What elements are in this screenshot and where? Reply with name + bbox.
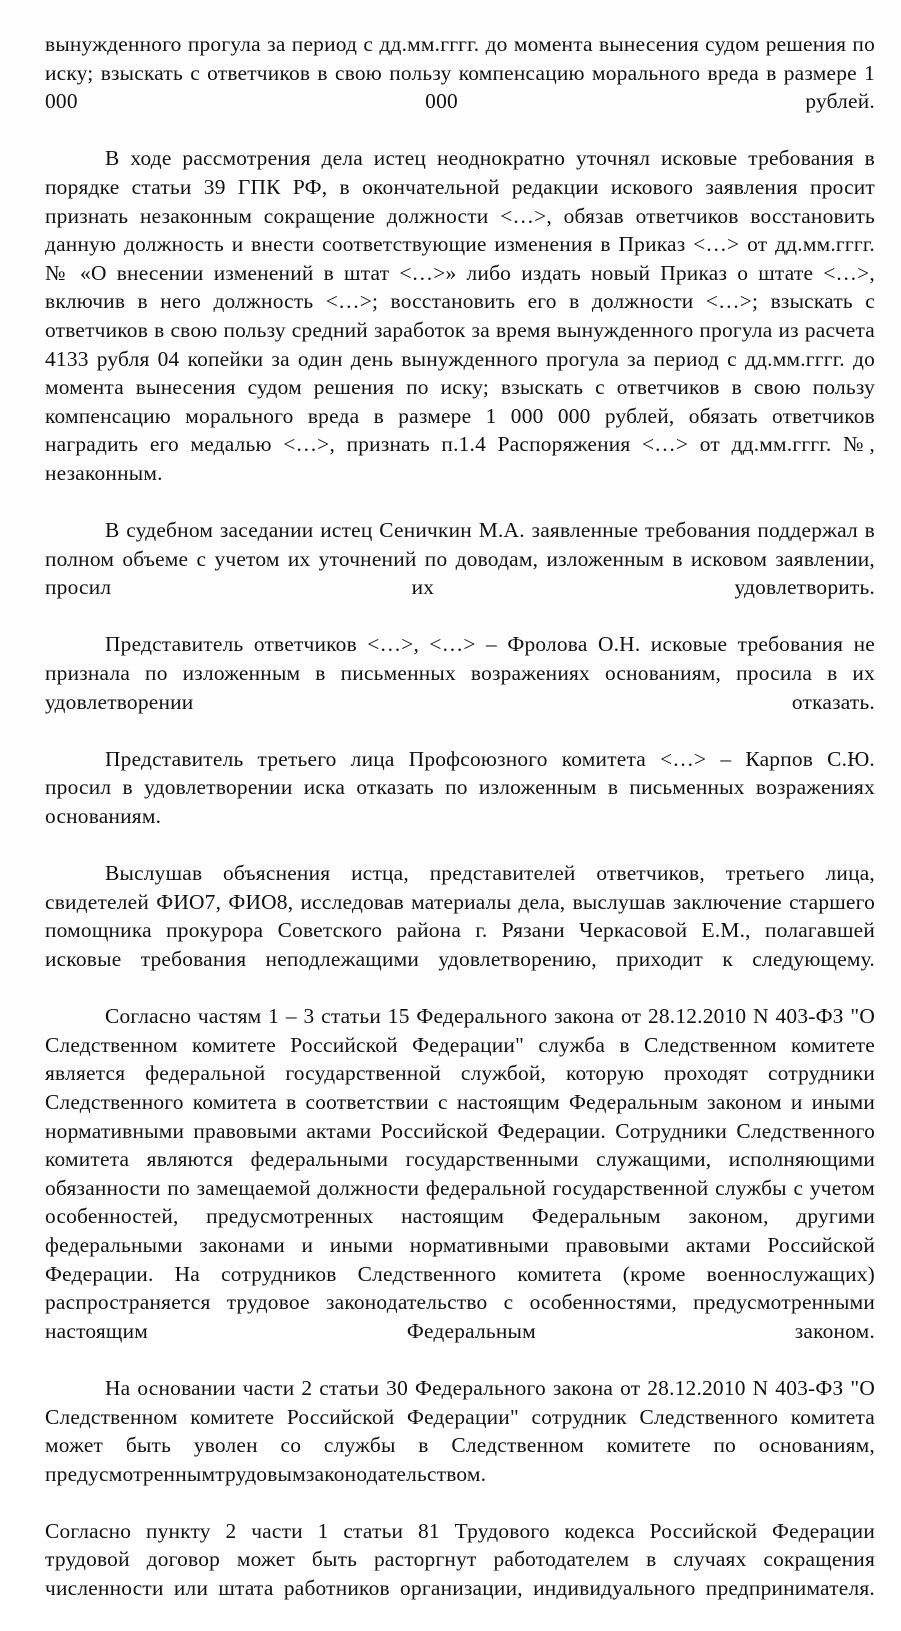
paragraph-labor-code-article-81: Согласно пункту 2 части 1 статьи 81 Трудового кодекса Российской Федерации трудовой договор может быть расторгнут работодателем в случаях сокращения численности или штата работников организации, индивидуального предпринимателя.: [45, 1518, 875, 1601]
paragraph-federal-law-403-article-30: На основании части 2 статьи 30 Федерального закона от 28.12.2010 N 403-ФЗ "О Следственном комитете Российской Федерации" сотрудник Следственного комитета может быть уволен со службы в Следственном комитете по основаниям, предусмотреннымтрудовымзаконодательством.: [45, 1375, 875, 1486]
paragraph-federal-law-403-article-15: Согласно частям 1 – 3 статьи 15 Федерального закона от 28.12.2010 N 403-ФЗ "О Следственном комитете Российской Федерации" служба в Следственном комитете является федеральной государственной службой, которую проходят сотрудники Следственного комитета в соответствии с настоящим Федеральным законом и иными нормативными правовыми актами Российской Федерации. Сотрудники Следственного комитета являются федеральными государственными служащими, исполняющими обязанности по замещаемой должности федеральной государственной службы с учетом особенностей, предусмотренных настоящим Федеральным законом, другими федеральными законами и иными нормативными правовыми актами Российской Федерации. На сотрудников Следственного комитета (кроме военнослужащих) распространяется трудовое законодательство с особенностями, предусмотренными настоящим Федеральным законом.: [45, 1004, 875, 1343]
document-text-body: [45, 30, 875, 1631]
paragraph-defendant-representative: Представитель ответчиков <…>, <…> – Фролова О.Н. исковые требования не признала по изложенным в письменных возражениях основаниям, просила в их удовлетворении отказать.: [45, 632, 875, 714]
paragraph-court-hearing-summary: Выслушав объяснения истца, представителей ответчиков, третьего лица, свидетелей ФИО7, ФИО8, исследовав материалы дела, выслушав заключение старшего помощника прокурора Советского района г. Рязани Черкасовой Е.М., полагавшей исковые требования неподлежащими удовлетворению, приходит к следующему.: [45, 861, 875, 971]
paragraph-continuation-forced-absence: вынужденного прогула за период с дд.мм.гггг. до момента вынесения судом решения по иску; взыскать с ответчиков в свою пользу компенсацию морального вреда в размере 1 000 000 рублей.: [45, 32, 875, 114]
paragraph-plaintiff-statement: В судебном заседании истец Сеничкин М.А. заявленные требования поддержал в полном объеме с учетом их уточнений по доводам, изложенным в исковом заявлении, просил их удовлетворить.: [45, 518, 875, 600]
paragraph-third-party-representative: Представитель третьего лица Профсоюзного комитета <…> – Карпов С.Ю. просил в удовлетворении иска отказать по изложенным в письменных возражениях основаниям.: [45, 746, 875, 829]
paragraph-claim-clarification: В ходе рассмотрения дела истец неоднократно уточнял исковые требования в порядке статьи 39 ГПК РФ, в окончательной редакции искового заявления просит признать незаконным сокращение должности <…>, обязав ответчиков восстановить данную должность и внести соответствующие изменения в Приказ <…> от дд.мм.гггг. № «О внесении изменений в штат <…>» либо издать новый Приказ о штате <…>, включив в него должность <…>; восстановить его в должности <…>; взыскать с ответчиков в свою пользу средний заработок за время вынужденного прогула из расчета 4133 рубля 04 копейки за один день вынужденного прогула за период с дд.мм.гггг. до момента вынесения судом решения по иску; взыскать с ответчиков в свою пользу компенсацию морального вреда в размере 1 000 000 рублей, обязать ответчиков наградить его медалью <…>, признать п.1.4 Распоряжения <…> от дд.мм.гггг. №, незаконным.: [45, 146, 875, 485]
